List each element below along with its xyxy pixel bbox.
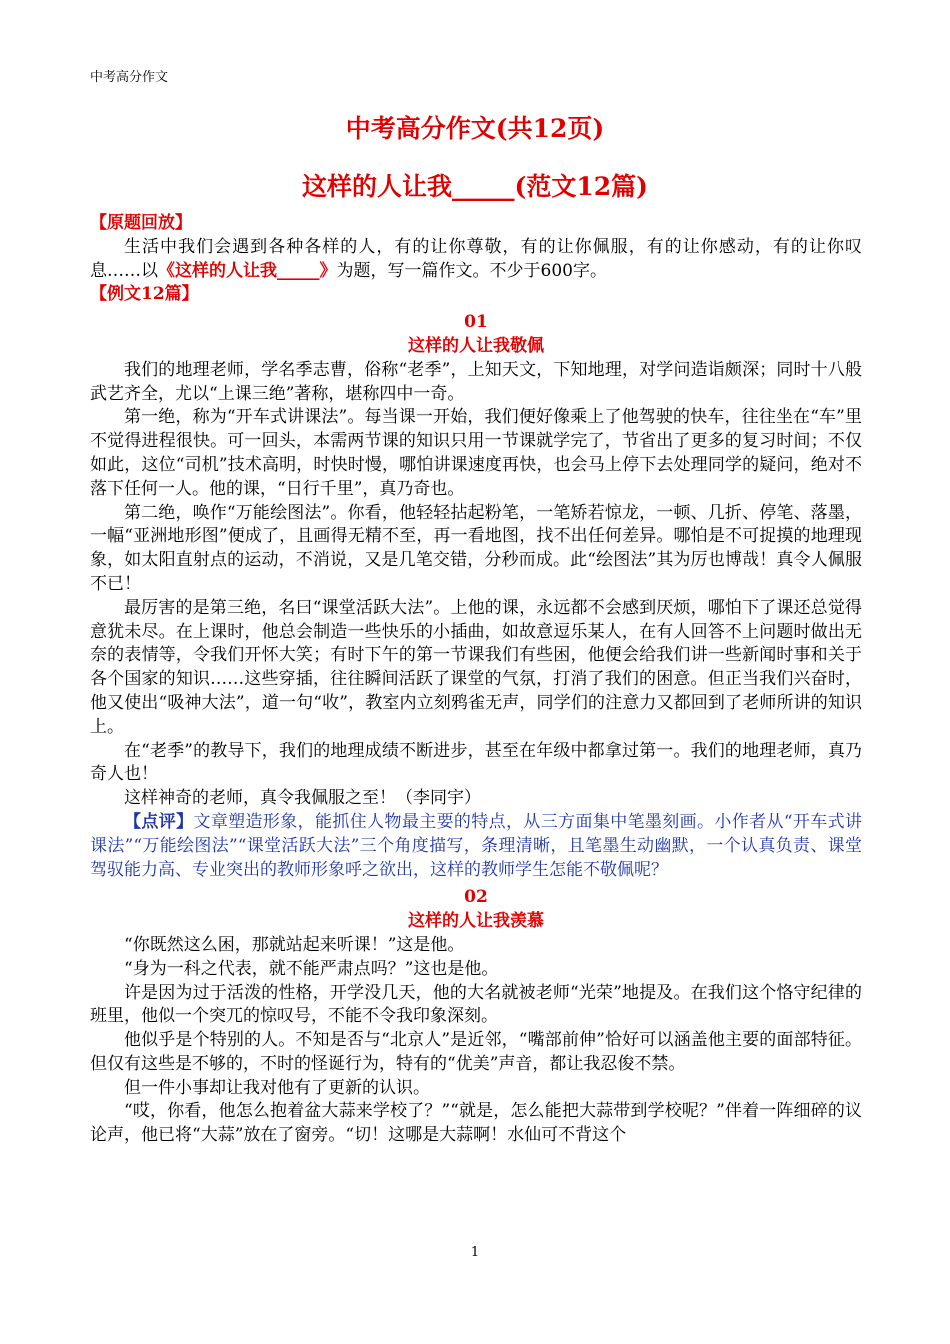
- essay-paragraph: “你既然这么困，那就站起来听课！”这是他。: [124, 934, 465, 955]
- page-header: 中考高分作文: [90, 70, 169, 85]
- essay-paragraph: 这样神奇的老师，真令我佩服之至！（李同宇）: [124, 788, 481, 809]
- prompt-text-1: 生活中我们会遇到各种各样的人，有的让你尊敬，有的让你佩服，有的让你感动，有的让你叹息……以: [90, 236, 862, 281]
- document-subtitle: 这样的人让我_____(范文12篇): [302, 172, 648, 201]
- essay-paragraph: 许是因为过于活泼的性格，开学没几天，他的大名就被老师“光荣”地提及。在我们这个恪守纪律的班里，他似一个突兀的惊叹号，不能不令我印象深刻。: [90, 982, 862, 1027]
- comment-text: 文章塑造形象，能抓住人物最主要的特点，从三方面集中笔墨刻画。小作者从“开车式讲课法”“万能绘图法”“课堂活跃大法”三个角度描写，条理清晰，且笔墨生动幽默，一个认真负责、课堂驾驭能力高、专业突出的教师形象呼之欲出，这样的教师学生怎能不敬佩呢？: [90, 811, 862, 880]
- essay-paragraph: “哎，你看，他怎么抱着盆大蒜来学校了？”“就是，怎么能把大蒜带到学校呢？”伴着一阵细碎的议论声，他已将“大蒜”放在了窗旁。“切！这哪是大蒜啊！水仙可不背这个: [90, 1101, 862, 1146]
- essay-number: 01: [464, 312, 488, 333]
- essay-paragraph: 在“老季”的教导下，我们的地理成绩不断进步，甚至在年级中都拿过第一。我们的地理老师，真乃奇人也！: [90, 740, 862, 785]
- essay-comment: [90, 811, 862, 882]
- prompt-highlight: 《这样的人让我_____》: [158, 260, 337, 281]
- essay-paragraph: 第一绝，称为“开车式讲课法”。每当课一开始，我们便好像乘上了他驾驶的快车，往往坐在“车”里不觉得进程很快。可一回头，本需两节课的知识只用一节课就学完了，节省出了更多的复习时间；不仅如此，这位“司机”技术高明，时快时慢，哪怕讲课速度再快，也会马上停下去处理同学的疑问，绝对不落下任何一人。他的课，“日行千里”，真乃奇也。: [90, 407, 862, 499]
- essay-title: 这样的人让我羡慕: [408, 911, 544, 932]
- essay-paragraph: “身为一科之代表，就不能严肃点吗？”这也是他。: [124, 958, 499, 979]
- document-title: 中考高分作文(共12页): [345, 114, 605, 143]
- comment-tag: 【点评】: [124, 811, 194, 832]
- essay-paragraph: 我们的地理老师，学名季志曹，俗称“老季”，上知天文，下知地理，对学问造诣颇深；同时十八般武艺齐全，尤以“上课三绝”著称，堪称四中一奇。: [90, 359, 862, 404]
- essay-paragraph: 他似乎是个特别的人。不知是否与“北京人”是近邻，“嘴部前伸”恰好可以涵盖他主要的面部特征。但仅有这些是不够的，不时的怪诞行为，特有的“优美”声音，都让我忍俊不禁。: [90, 1030, 862, 1074]
- page-number: 1: [470, 1245, 480, 1260]
- section-original-label: 【原题回放】: [90, 213, 192, 233]
- prompt-paragraph: [90, 236, 862, 284]
- prompt-text-2: 为题，写一篇作文。不少于600字。: [336, 260, 607, 281]
- section-examples-label: 【例文12篇】: [90, 284, 199, 305]
- essay-paragraph: 最厉害的是第三绝，名曰“课堂活跃大法”。上他的课，永远都不会感到厌烦，哪怕下了课还总觉得意犹未尽。在上课时，他总会制造一些快乐的小插曲，如故意逗乐某人，在有人回答不上问题时做出无奈的表情等，令我们开怀大笑；有时下午的第一节课我们有些困，他便会给我们讲一些新闻时事和关于各个国家的知识……这些穿插，往往瞬间活跃了课堂的气氛，打消了我们的困意。但正当我们兴奋时，他又使出“吸神大法”，道一句“收”，教室内立刻鸦雀无声，同学们的注意力又都回到了老师所讲的知识上。: [90, 597, 862, 737]
- essay-title: 这样的人让我敬佩: [408, 335, 544, 356]
- document-body: [90, 212, 862, 1148]
- essay-number: 02: [464, 887, 488, 908]
- essay-paragraph: 但一件小事却让我对他有了更新的认识。: [124, 1077, 430, 1098]
- essay-paragraph: 第二绝，唤作“万能绘图法”。你看，他轻轻拈起粉笔，一笔矫若惊龙，一顿、几折、停笔、落墨，一幅“亚洲地形图”便成了，且画得无精不至，再一看地图，找不出任何差异。哪怕是不可捉摸的地理现象，如太阳直射点的运动，不消说，又是几笔交错，分秒而成。此“绘图法”其为厉也博哉！真令人佩服不已！: [90, 502, 862, 594]
